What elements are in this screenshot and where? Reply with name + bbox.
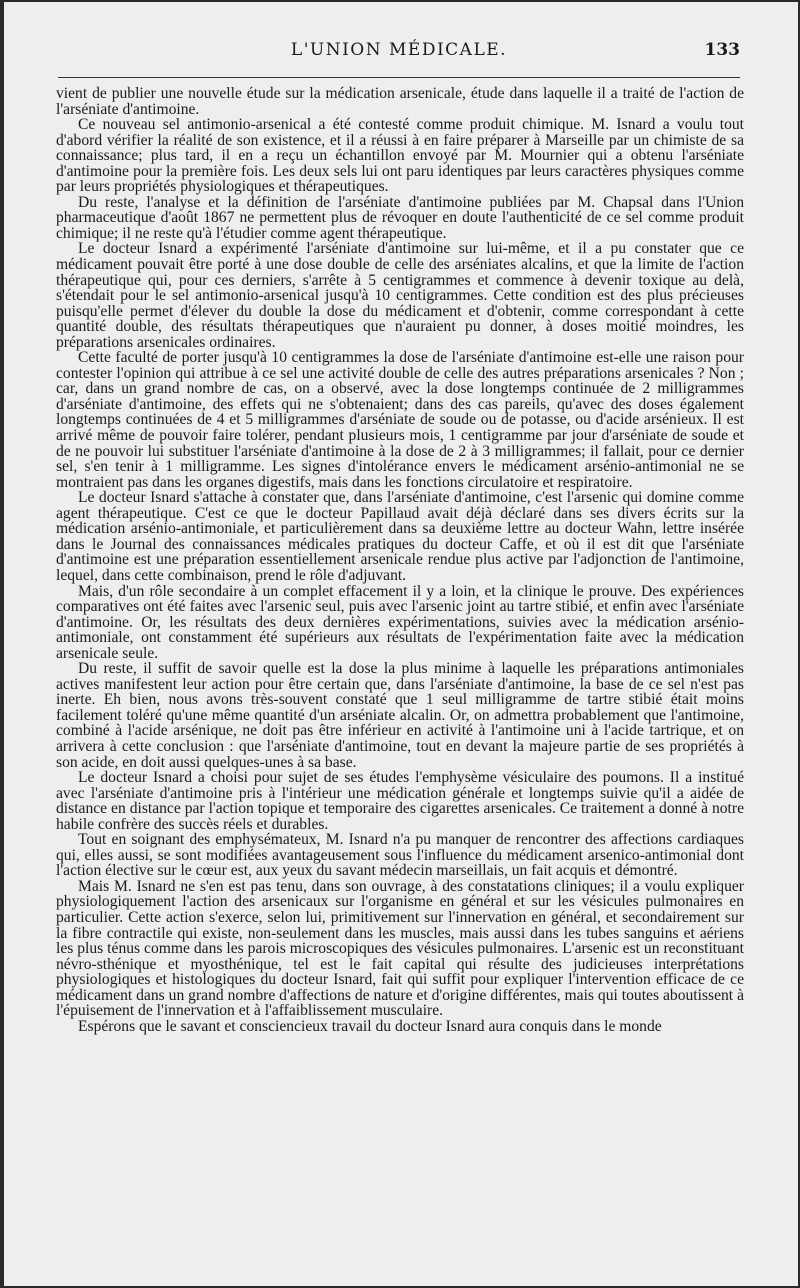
- paragraph: Espérons que le savant et consciencieux travail du docteur Isnard aura conquis dans le monde: [78, 1017, 662, 1035]
- paragraph: Du reste, il suffit de savoir quelle est la dose la plus minime à laquelle les préparations antimoniales actives manifestent leur action pour être certain que, dans l'arséniate d'antimoine, la base de ce sel n'est pas inerte. Eh bien, nous avons très-souvent constaté que 1 seul milligramme de tartre stibié était moins facilement toléré qu'une même quantité d'un arséniate alcalin. Or, on admettra probablement que l'antimoine, combiné à l'acide arsénique, ne doit pas être inférieur en activité à l'antimoine uni à l'acide tartrique, et on arrivera à cette conclusion : que l'arséniate d'antimoine, tout en devant la majeure partie de ses propriétés à son acide, en doit aussi quelques-unes à sa base.: [56, 660, 744, 771]
- header-rule: [58, 77, 740, 78]
- paragraph: Ce nouveau sel antimonio-arsenical a été contesté comme produit chimique. M. Isnard a voulu tout d'abord vérifier la réalité de son existence, et il a réussi à en faire préparer à Marseille par un chimiste de sa connaissance; plus tard, il en a reçu un échantillon envoyé par M. Mournier qui a obtenu l'arséniate d'antimoine pour la première fois. Les deux sels lui ont paru identiques par leurs caractères physiques comme par leurs propriétés physiologiques et thérapeutiques.: [56, 116, 744, 196]
- paragraph: Tout en soignant des emphysémateux, M. Isnard n'a pu manquer de rencontrer des affections cardiaques qui, elles aussi, se sont modifiées avantageusement sous l'influence du médicament arsenico-antimonial dont l'action élective sur le cœur est, aux yeux du savant médecin marseillais, un fait acquis et démontré.: [56, 831, 744, 880]
- paragraph: Du reste, l'analyse et la définition de l'arséniate d'antimoine publiées par M. Chapsal dans l'Union pharmaceutique d'août 1867 ne permettent plus de révoquer en doute l'authenticité de ce sel comme produit chimique; il ne reste qu'à l'étudier comme agent thérapeutique.: [56, 193, 744, 242]
- paragraph: vient de publier une nouvelle étude sur la médication arsenicale, étude dans laquelle il a traité de l'action de l'arséniate d'antimoine.: [56, 85, 744, 118]
- article-body: [56, 86, 744, 1034]
- running-title: L'UNION MÉDICALE.: [290, 40, 508, 60]
- paragraph: Le docteur Isnard s'attache à constater que, dans l'arséniate d'antimoine, c'est l'arsenic qui domine comme agent thérapeutique. C'est ce que le docteur Papillaud avait déjà déclaré dans ses divers écrits sur la médication arsénio-antimoniale, et particulièrement dans sa deuxième lettre au docteur Wahn, lettre insérée dans le Journal des connaissances médicales pratiques du docteur Caffe, et où il est dit que l'arséniate d'antimoine est une préparation essentiellement arsenicale rendue plus active par l'adjonction de l'antimoine, lequel, dans cette combinaison, prend le rôle d'adjuvant.: [56, 489, 744, 584]
- document-page: [4, 2, 798, 1286]
- paragraph: Le docteur Isnard a choisi pour sujet de ses études l'emphysème vésiculaire des poumons. Il a institué avec l'arséniate d'antimoine pris à l'intérieur une médication générale et longtemps suivie qu'il a aidée de distance en distance par l'action topique et temporaire des cigarettes arsenicales. Ce traitement a donné à notre habile confrère des succès réels et durables.: [56, 769, 744, 833]
- paragraph: Cette faculté de porter jusqu'à 10 centigrammes la dose de l'arséniate d'antimoine est-elle une raison pour contester l'opinion qui attribue à ce sel une activité double de celle des autres préparations arsenicales ? Non ; car, dans un grand nombre de cas, on a observé, avec la dose longtemps continuée de 2 milligrammes d'arséniate d'antimoine, des effets qui ne s'obtenaient; dans des cas pareils, qu'avec des doses également longtemps continuées de 4 et 5 milligrammes d'arséniate de soude ou de potasse, ou d'acide arsénieux. Il est arrivé même de pouvoir faire tolérer, pendant plusieurs mois, 1 centigramme par jour d'arséniate de soude et de ne pouvoir lui substituer l'arséniate d'antimoine à la dose de 2 à 3 milligrammes; il fallait, pour ce dernier sel, s'en tenir à 1 milligramme. Les signes d'intolérance envers le médicament arsénio-antimonial ne se montraient pas dans les organes digestifs, mais dans les fonctions circulatoire et respiratoire.: [56, 349, 744, 491]
- paragraph: Mais M. Isnard ne s'en est pas tenu, dans son ouvrage, à des constatations cliniques; il a voulu expliquer physiologiquement l'action des arsenicaux sur l'organisme en général et sur les vésicules pulmonaires en particulier. Cette action s'exerce, selon lui, primitivement sur l'innervation en général, et secondairement sur la fibre contractile qui existe, non-seulement dans les muscles, mais aussi dans les tubes sanguins et aériens les plus ténus comme dans les parois microscopiques des vésicules pulmonaires. L'arsenic est un reconstituant névro-sthénique et myosthénique, tel est le fait capital qui résulte des judicieuses interprétations physiologiques et histologiques du docteur Isnard, fait qui suffit pour expliquer l'intervention efficace de ce médicament dans un grand nombre d'affections de nature et d'origine différentes, mais qui toutes aboutissent à l'épuisement de l'innervation et à l'affaiblissement musculaire.: [56, 877, 744, 1020]
- page-number: 133: [704, 40, 740, 60]
- page-header: [58, 40, 740, 70]
- paragraph: Mais, d'un rôle secondaire à un complet effacement il y a loin, et la clinique le prouve. Des expériences comparatives ont été faites avec l'arsenic seul, puis avec l'arsenic joint au tartre stibié, et enfin avec l'arséniate d'antimoine. Or, les résultats des deux dernières expérimentations, suivies avec la médication arsénio-antimoniale, ont constamment été supérieurs aux résultats de l'expérimentation faite avec la médication arsenicale seule.: [56, 582, 744, 662]
- paragraph: Le docteur Isnard a expérimenté l'arséniate d'antimoine sur lui-même, et il a pu constater que ce médicament pouvait être porté à une dose double de celle des arséniates alcalins, et que la limite de l'action thérapeutique qui, pour ces derniers, s'arrête à 5 centigrammes et commence à devenir toxique au delà, s'étendait pour le sel antimonio-arsenical jusqu'à 10 centigrammes. Cette condition est des plus précieuses puisqu'elle permet d'élever du double la dose du médicament et d'obtenir, comme correspondant à cette quantité double, des résultats thérapeutiques que n'auraient pu donner, à doses moitié moindres, les préparations arsenicales ordinaires.: [56, 240, 744, 351]
